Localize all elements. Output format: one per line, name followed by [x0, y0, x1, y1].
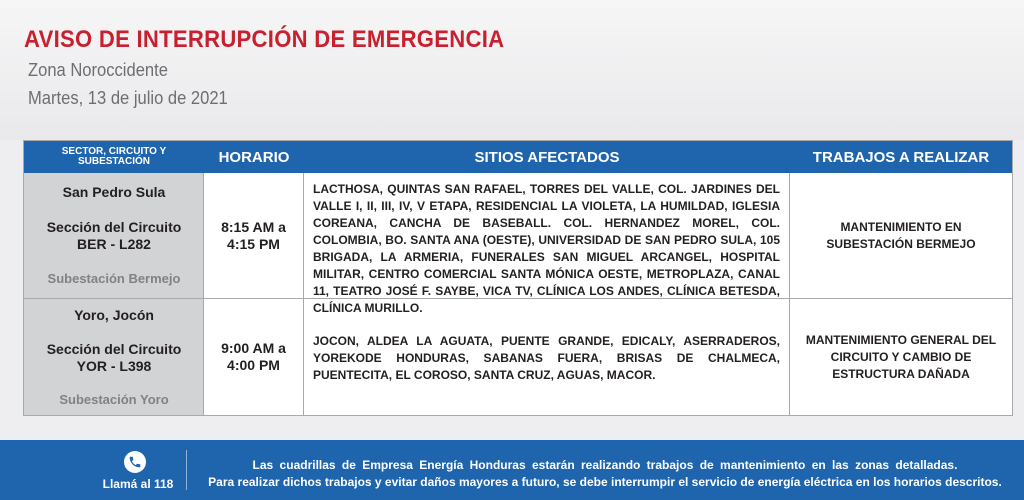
header-horario: HORARIO: [218, 148, 290, 166]
footer-banner: [0, 440, 1024, 500]
horario-start: 9:00 AM a: [221, 340, 286, 356]
sector-city: San Pedro Sula: [62, 184, 166, 200]
horario-cell: [204, 299, 304, 415]
table-row: [24, 298, 1012, 415]
table-header: [24, 141, 1012, 173]
circuit-info: [24, 219, 204, 253]
circuit-label: Sección del Circuito: [46, 219, 182, 235]
sitios-cell: JOCON, ALDEA LA AGUATA, PUENTE GRANDE, EDICALY, ASERRADEROS, YOREKODE HONDURAS, SABANAS FUERA, BRISAS DE CHALMECA, PUENTECITA, EL COROSO, SANTA CRUZ, AGUAS, MACOR.: [304, 299, 790, 415]
horario-cell: [204, 173, 304, 298]
substation-label: Subestación Yoro: [59, 392, 169, 407]
horario-start: 8:15 AM a: [221, 218, 286, 235]
footer-notice: [196, 457, 1014, 491]
notice-line-1: Las cuadrillas de Empresa Energía Honduras estarán realizando trabajos de mantenimiento en las zonas detalladas.: [252, 458, 958, 472]
header-sitios: SITIOS AFECTADOS: [474, 148, 620, 166]
page-title: AVISO DE INTERRUPCIÓN DE EMERGENCIA: [24, 26, 505, 53]
circuit-code: YOR - L398: [76, 358, 152, 374]
trabajos-cell: MANTENIMIENTO EN SUBESTACIÓN BERMEJO: [826, 219, 976, 251]
notice-line-2: Para realizar dichos trabajos y evitar daños mayores a futuro, se debe interrumpir el servicio de energía eléctrica en los horarios descritos.: [208, 475, 1002, 489]
call-label: Llamá al 118: [102, 477, 174, 491]
substation-label: Subestación Bermejo: [47, 271, 181, 286]
header-trabajos: TRABAJOS A REALIZAR: [812, 148, 990, 166]
sitios-cell: LACTHOSA, QUINTAS SAN RAFAEL, TORRES DEL VALLE, COL. JARDINES DEL VALLE I, II, III, IV, V ETAPA, RESIDENCIAL LA VIOLETA, LA HUMILDAD, IGLESIA COREANA, CANCHA DE BASEBALL. COL. HERNANDEZ MOREL, COL. COLOMBIA, BO. SANTA ANA (OESTE), UNIVERSIDAD DE SAN PEDRO SULA, 105 BRIGADA, LA ARMERIA, FUNERALES SAN MIGUEL ARCANGEL, HOSPITAL MILITAR, CENTRO COMERCIAL SANTA MÓNICA OESTE, METROPLAZA, CANAL 11, TEATRO JOSÉ F. SAYBE, VICA TV, CLÍNICA LOS ANDES, CLÍNICA BETESDA, CLÍNICA MURILLO.: [304, 173, 790, 298]
phone-icon: [124, 451, 146, 473]
date-label: Martes, 13 de julio de 2021: [28, 88, 228, 108]
sector-cell: [24, 173, 204, 298]
header-sector: SECTOR, CIRCUITO Y SUBESTACIÓN: [61, 146, 167, 167]
trabajos-cell: MANTENIMIENTO GENERAL DEL CIRCUITO Y CAMBIO DE ESTRUCTURA DAÑADA: [805, 332, 997, 381]
circuit-code: BER - L282: [77, 236, 151, 252]
horario-end: 4:15 PM: [227, 235, 280, 252]
sector-city: Yoro, Jocón: [74, 307, 154, 323]
sector-cell: [24, 299, 204, 415]
footer-divider: [186, 450, 187, 490]
horario-end: 4:00 PM: [227, 357, 280, 373]
interruption-table: [23, 140, 1013, 416]
circuit-info: [24, 341, 204, 375]
zone-label: Zona Noroccidente: [28, 60, 168, 80]
circuit-label: Sección del Circuito: [46, 341, 182, 357]
header-area: [0, 0, 1024, 140]
